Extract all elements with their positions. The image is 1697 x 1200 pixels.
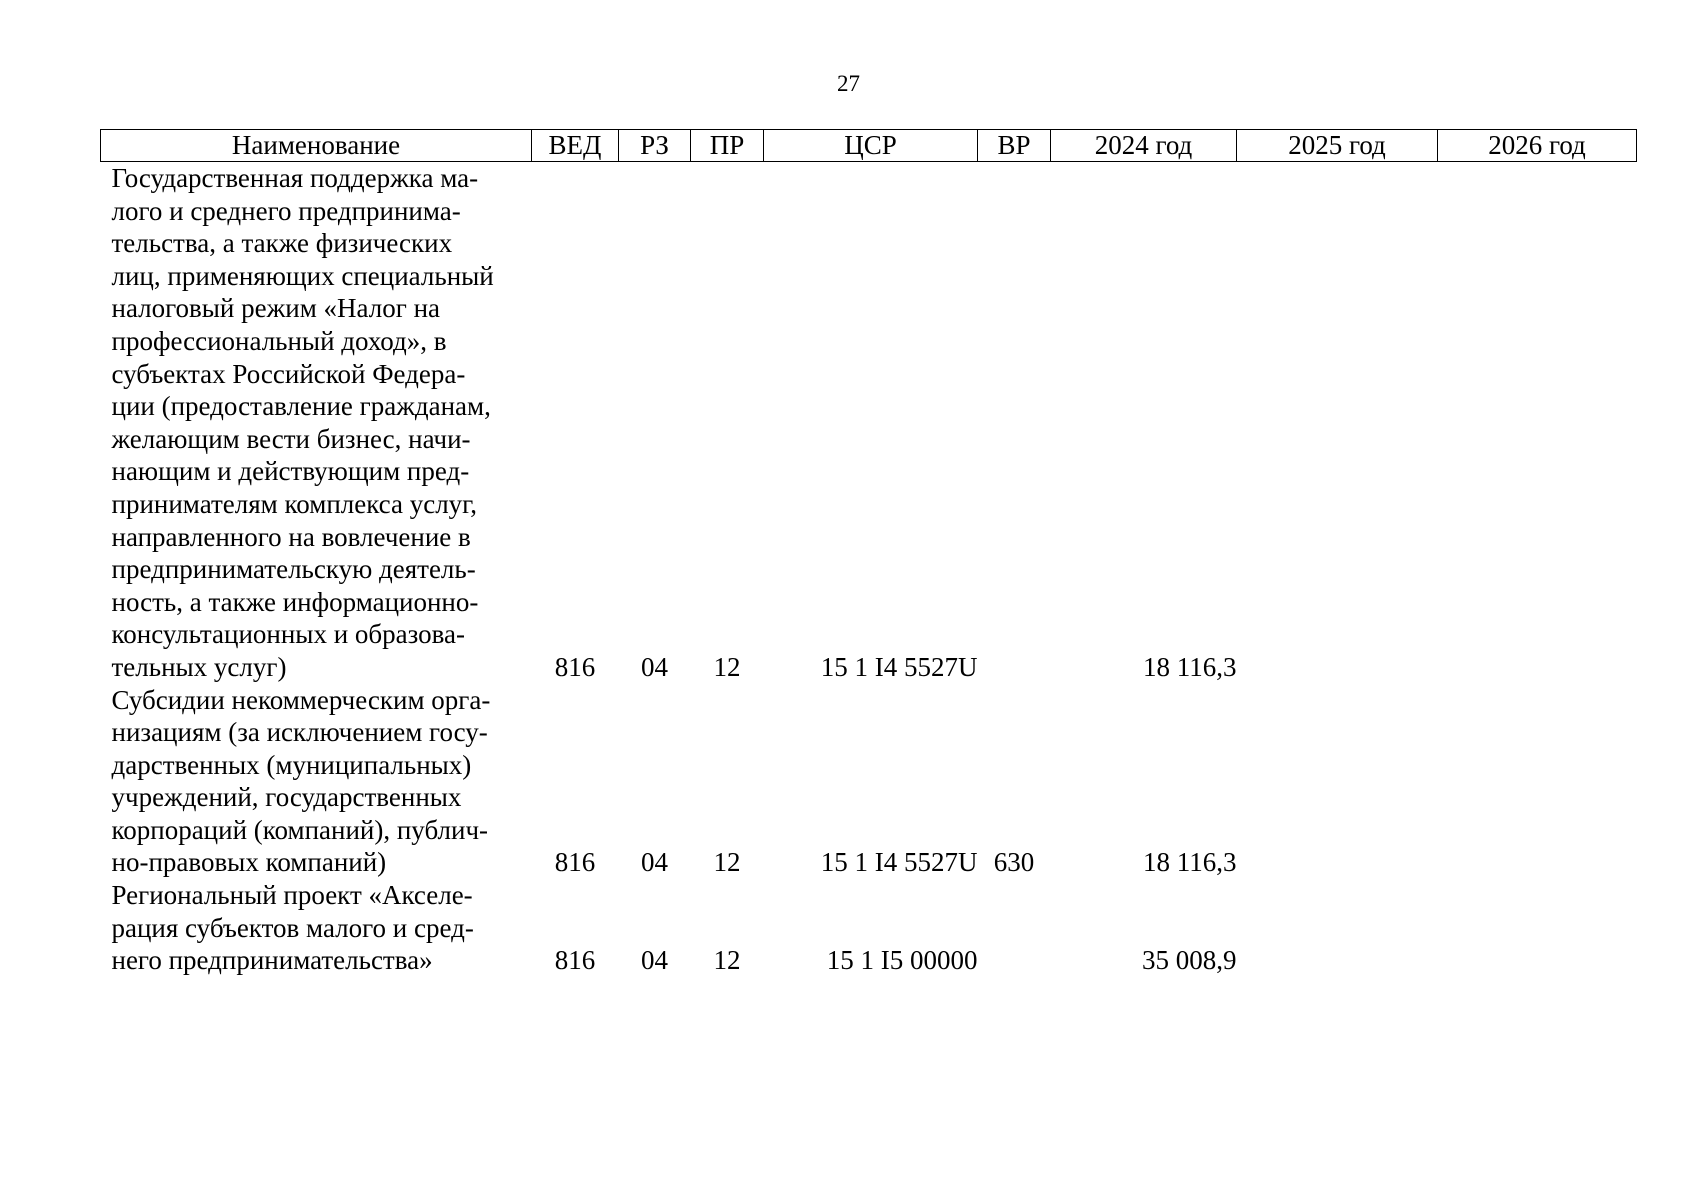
header-csr: ЦСР [764, 130, 978, 162]
cell-2025 [1237, 684, 1438, 880]
row-name [101, 684, 532, 880]
cell-pr: 12 [713, 651, 741, 682]
row-name-line: низациям (за исключением госу- [111, 717, 488, 748]
row-name-line: нающим и действующим пред- [111, 456, 470, 487]
row-name-line: учреждений, государственных [111, 782, 462, 813]
header-2026: 2026 год [1438, 130, 1637, 162]
table-row [101, 879, 1637, 977]
header-name: Наименование [101, 130, 532, 162]
row-name-line: предпринимательскую деятель- [111, 554, 476, 585]
table-header-row [101, 130, 1637, 162]
cell-vr: 630 [993, 847, 1035, 878]
row-name-line: лого и среднего предпринима- [111, 195, 461, 226]
row-name-line: Государственная поддержка ма- [111, 163, 479, 193]
cell-vr [978, 879, 1051, 977]
row-name-line: ность, а также информационно- [111, 586, 479, 617]
cell-pr: 12 [713, 945, 741, 976]
row-name-line: желающим вести бизнес, начи- [111, 423, 471, 454]
cell-2025 [1237, 879, 1438, 977]
row-name-line: Региональный проект «Акселе- [111, 880, 473, 911]
row-name-line: тельных услуг) [111, 651, 287, 682]
page-number: 27 [837, 71, 860, 96]
row-name-line: Субсидии некоммерческим орга- [111, 684, 491, 715]
row-name-line: консультационных и образова- [111, 619, 465, 650]
cell-2026 [1438, 684, 1637, 880]
cell-2025 [1237, 162, 1438, 684]
header-ved: ВЕД [532, 130, 619, 162]
row-name-line: корпораций (компаний), публич- [111, 814, 489, 845]
cell-ved: 816 [554, 945, 596, 976]
cell-rz: 04 [641, 945, 668, 976]
cell-csr: 15 1 I4 5527U [820, 651, 978, 682]
header-2024: 2024 год [1051, 130, 1237, 162]
cell-ved: 816 [554, 651, 596, 682]
header-vr: ВР [978, 130, 1051, 162]
cell-vr [978, 162, 1051, 684]
table-row [101, 684, 1637, 880]
row-name-line: но-правовых компаний) [111, 847, 387, 878]
cell-2026 [1438, 879, 1637, 977]
row-name-line: субъектах Российской Федера- [111, 358, 466, 389]
cell-rz: 04 [641, 651, 668, 682]
row-name-line: принимателям комплекса услуг, [111, 488, 477, 519]
table-row [101, 162, 1637, 684]
cell-2024: 18 116,3 [1143, 651, 1237, 682]
cell-csr: 15 1 I5 00000 [826, 945, 978, 976]
cell-ved: 816 [554, 847, 596, 878]
row-name-line: налоговый режим «Налог на [111, 293, 441, 324]
header-rz: РЗ [619, 130, 691, 162]
cell-2026 [1438, 162, 1637, 684]
row-name [101, 162, 532, 684]
cell-rz: 04 [641, 847, 668, 878]
cell-csr: 15 1 I4 5527U [820, 847, 978, 878]
cell-pr: 12 [713, 847, 741, 878]
row-name-line: рация субъектов малого и сред- [111, 912, 474, 943]
cell-2024: 18 116,3 [1143, 847, 1237, 878]
header-2025: 2025 год [1237, 130, 1438, 162]
row-name-line: лиц, применяющих специальный [111, 260, 494, 291]
row-name-line: ции (предоставление гражданам, [111, 391, 491, 422]
row-name-line: него предпринимательства» [111, 945, 433, 976]
row-name [101, 879, 532, 977]
row-name-line: профессиональный доход», в [111, 325, 447, 356]
row-name-line: направленного на вовлечение в [111, 521, 471, 552]
row-name-line: дарственных (муниципальных) [111, 749, 472, 780]
cell-2024: 35 008,9 [1142, 945, 1237, 976]
header-pr: ПР [691, 130, 764, 162]
row-name-line: тельства, а также физических [111, 228, 453, 259]
budget-table [100, 129, 1637, 977]
